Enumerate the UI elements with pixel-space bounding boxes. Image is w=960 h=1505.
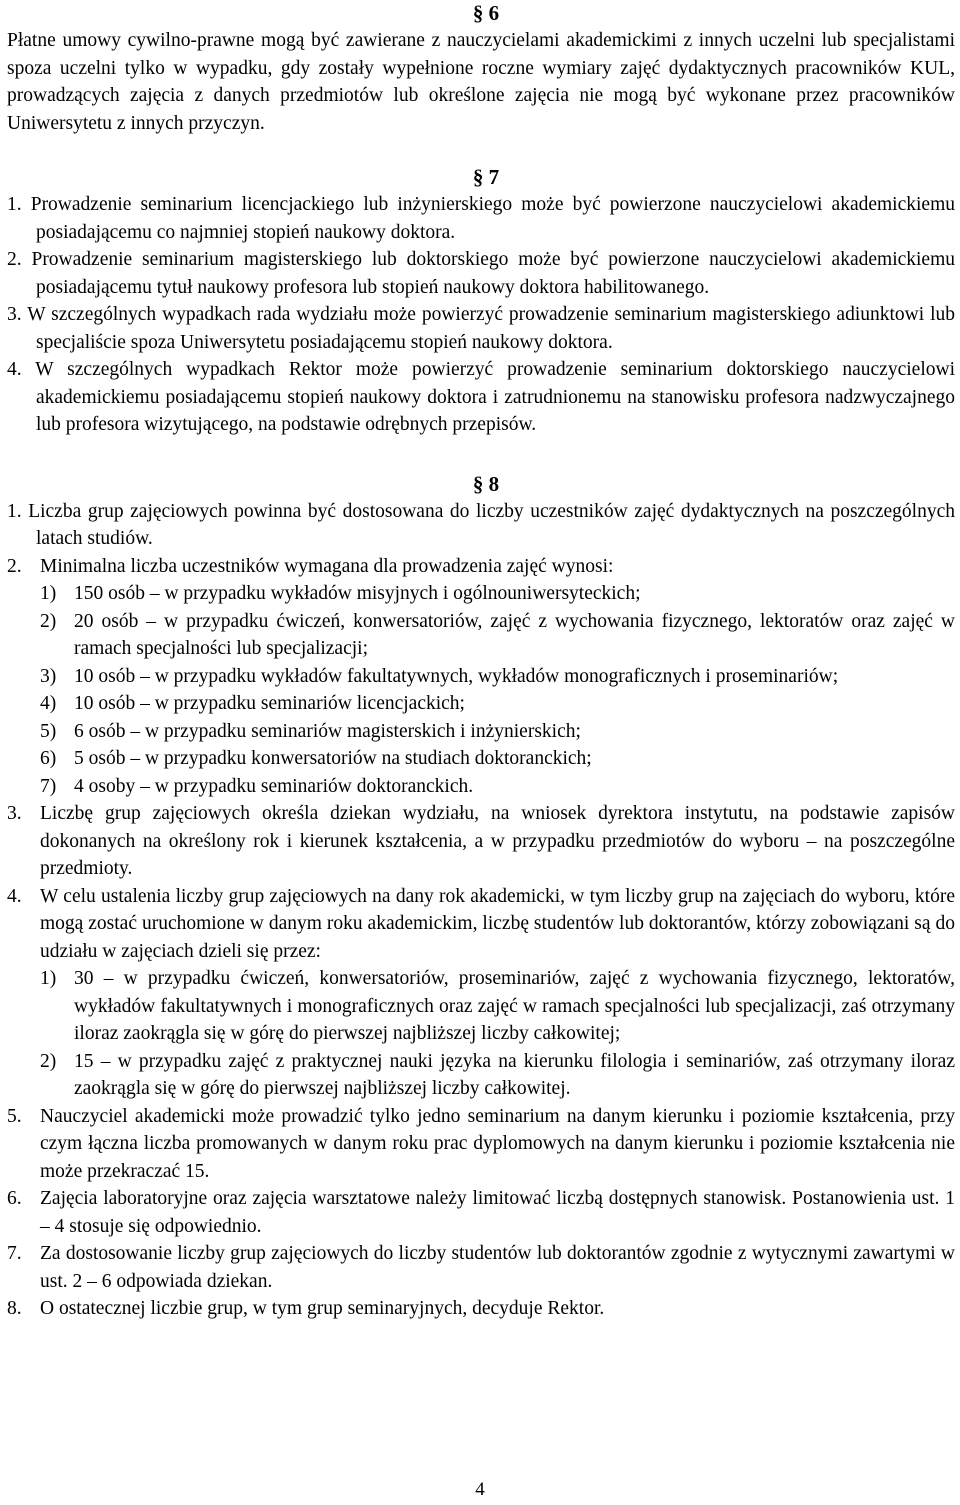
item-number: 7. [7,1243,22,1264]
spacer [7,137,955,164]
item-text: W szczególnych wypadkach Rektor może powierzyć prowadzenie seminarium doktorskiego nauczycielowi akademickiemu posiadającemu stopień naukowy doktora i zatrudnionemu na stanowisku profesora nadzwyczajnego lub profesora wizytującego, na podstawie odrębnych przepisów. [35,359,955,435]
subitem-number: 3) [40,665,57,687]
item-text: Liczba grup zajęciowych powinna być dostosowana do liczby uczestników zajęć dydaktycznych na poszczególnych latach studiów. [28,500,955,549]
subitem [7,608,955,663]
subitem-number: 5) [40,720,57,742]
section-8-item-6 [7,1185,955,1240]
section-8-item-5 [7,1103,955,1186]
item-number: 3. [7,304,22,325]
document-page [7,0,955,1323]
subitem-number: 4) [40,693,57,714]
item-text: W szczególnych wypadkach rada wydziału może powierzyć prowadzenie seminarium magisterskiego adiunktowi lub specjaliście spoza Uniwersytetu posiadającemu stopień naukowy doktora. [27,304,955,353]
item-text: Nauczyciel akademicki może prowadzić tylko jedno seminarium na danym kierunku i poziomie kształcenia, przy czym łączna liczba promowanych w danym roku prac dyplomowych na danym kierunku i poziomie kształcenia nie może przekraczać 15. [40,1105,955,1182]
page-number: 4 [475,1479,485,1500]
section-6-text: Płatne umowy cywilno-prawne mogą być zawierane z nauczycielami akademickimi z innych uczelni lub specjalistami spoza uczelni tylko w wypadku, gdy zostały wypełnione roczne wymiary zajęć dydaktycznych pracowników KUL, prowadzących zajęcia z danych przedmiotów lub określone zajęcia nie mogą być wykonane przez pracowników Uniwersytetu z innych przyczyn. [7,30,955,134]
subitem-number: 1) [40,968,57,989]
subitem-number: 2) [40,1050,57,1072]
item-text: Prowadzenie seminarium licencjackiego lub inżynierskiego może być powierzone nauczycielowi akademickiemu posiadającemu co najmniej stopień naukowy doktora. [30,194,955,243]
item-text: W celu ustalenia liczby grup zajęciowych na dany rok akademicki, w tym liczby grup na zajęciach do wyboru, które mogą zostać uruchomione w danym roku akademickim, liczbę studentów lub doktorantów, którzy zobowiązani są do udziału w zajęciach dzieli się przez: [40,885,955,962]
section-6-heading: § 6 [472,1,500,25]
subitem [7,580,955,608]
item-text: Prowadzenie seminarium magisterskiego lub doktorskiego może być powierzone nauczycielowi akademickiemu posiadającemu tytuł naukowy profesora lub stopień naukowy doktora habilitowanego. [31,249,956,298]
subitem-text: 30 – w przypadku ćwiczeń, konwersatoriów, proseminariów, zajęć z wychowania fizycznego, lektoratów, wykładów fakultatywnych i monograficznych oraz zajęć w ramach specjalności lub specjalizacji, zaś otrzymany iloraz zaokrągla się w górę do pierwszej najbliższej liczby całkowitej; [74,968,955,1044]
section-8-item-2 [7,553,955,581]
section-7-item-2 [7,246,955,301]
subitem-text: 6 osób – w przypadku seminariów magisterskich i inżynierskich; [74,720,581,742]
subitem-text: 5 osób – w przypadku konwersatoriów na studiach doktoranckich; [74,748,592,769]
item-number: 4. [7,885,22,907]
subitem [7,663,955,691]
item-text: O ostatecznej liczbie grup, w tym grup seminaryjnych, decyduje Rektor. [40,1298,605,1319]
section-8-item-1 [7,498,955,553]
subitem-number: 7) [40,775,57,797]
item-text: Za dostosowanie liczby grup zajęciowych do liczby studentów lub doktorantów zgodnie z wytycznymi zawartymi w ust. 2 – 6 odpowiada dziekan. [40,1243,955,1292]
item-number: 6. [7,1188,22,1209]
item-text: Zajęcia laboratoryjne oraz zajęcia warsztatowe należy limitować liczbą dostępnych stanowisk. Postanowienia ust. 1 – 4 stosuje się odpowiednio. [40,1188,955,1237]
item-number: 5. [7,1105,22,1127]
item-text: Liczbę grup zajęciowych określa dziekan wydziału, na wniosek dyrektora instytutu, na podstawie zapisów dokonanych na określony rok i kierunek kształcenia, a w przypadku przedmiotów do wyboru – na poszczególne przedmioty. [40,803,955,879]
subitem-text: 4 osoby – w przypadku seminariów doktoranckich. [74,775,474,797]
section-7-item-3 [7,301,955,356]
subitem-number: 1) [40,583,57,604]
item-number: 8. [7,1298,22,1319]
item-number: 1. [7,500,22,522]
spacer [7,439,955,471]
subitem [7,745,955,773]
section-8-item-3 [7,800,955,883]
subitem [7,690,955,718]
subitem-text: 10 osób – w przypadku wykładów fakultatywnych, wykładów monograficznych i proseminariów; [74,665,839,687]
subitem-text: 15 – w przypadku zajęć z praktycznej nauki języka na kierunku filologia i seminariów, zaś otrzymany iloraz zaokrągla się w górę do pierwszej najbliższej liczby całkowitej. [74,1050,955,1099]
subitem-text: 150 osób – w przypadku wykładów misyjnych i ogólnouniwersyteckich; [74,583,641,604]
subitem [7,773,955,801]
item-number: 2. [7,249,22,270]
section-7-item-1 [7,191,955,246]
item-number: 2. [7,555,22,577]
item-number: 3. [7,803,22,824]
section-7-item-4 [7,356,955,439]
subitem [7,718,955,746]
item-number: 1. [7,194,22,215]
subitem-number: 2) [40,610,57,632]
subitem-text: 20 osób – w przypadku ćwiczeń, konwersatoriów, zajęć z wychowania fizycznego, lektoratów oraz zajęć w ramach specjalności lub specjalizacji; [74,610,955,659]
item-number: 4. [7,359,22,380]
section-7-heading: § 7 [472,165,500,189]
subitem-number: 6) [40,748,57,769]
section-8-item-7 [7,1240,955,1295]
section-8-item-8 [7,1295,955,1323]
subitem-text: 10 osób – w przypadku seminariów licencjackich; [74,693,465,714]
item-text: Minimalna liczba uczestników wymagana dla prowadzenia zajęć wynosi: [40,555,614,577]
section-8-heading: § 8 [472,471,500,496]
section-8-item-4 [7,883,955,966]
subitem [7,1048,955,1103]
subitem [7,965,955,1048]
